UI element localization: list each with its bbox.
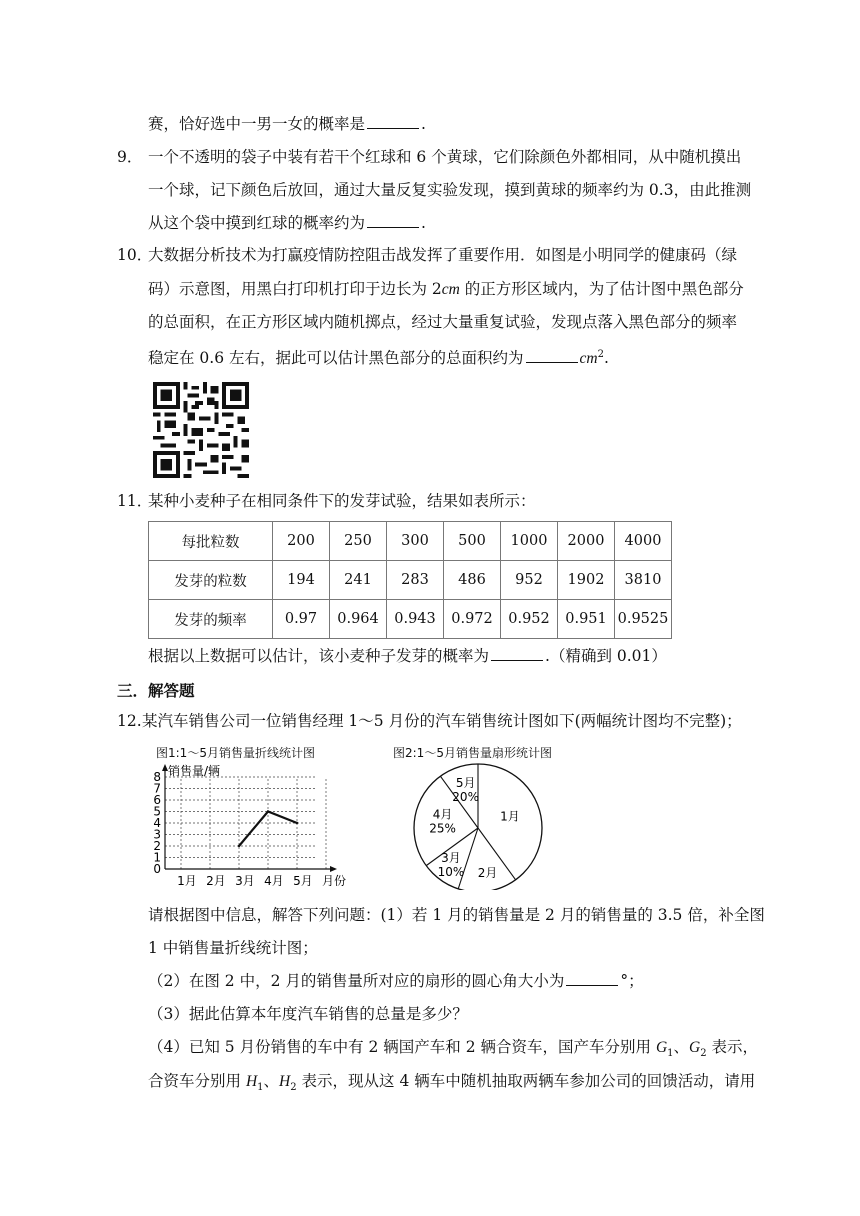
var: G: [689, 1039, 701, 1056]
answer-blank: [566, 971, 618, 986]
text: .: [603, 349, 609, 368]
line-chart-title: 图1:1～5月销售量折线统计图: [156, 746, 315, 760]
slice-label: 2月: [477, 865, 498, 880]
table-row: [149, 522, 672, 561]
pie-chart: [393, 740, 573, 890]
table-cell: 200: [273, 522, 330, 561]
question-12-part-5: [148, 1071, 755, 1098]
table-cell: 241: [330, 561, 387, 600]
text: 赛，恰好选中一男一女的概率是: [148, 115, 366, 133]
question-10-line-2: [148, 279, 744, 300]
table-cell: 283: [387, 561, 444, 600]
question-11-number: 11．: [117, 492, 153, 510]
x-tick-label: 1月: [177, 874, 197, 888]
answer-blank: [367, 114, 419, 129]
table-cell: 4000: [615, 522, 672, 561]
question-12-part-3: （3）据此估算本年度汽车销售的总量是多少？: [148, 1005, 468, 1023]
table-row: [149, 561, 672, 600]
table-cell: 500: [444, 522, 501, 561]
y-tick-label: 7: [153, 781, 161, 796]
slice-value-label: 10%: [437, 865, 465, 880]
y-tick-label: 1: [153, 850, 161, 865]
line-chart: [146, 740, 356, 890]
slice-value-label: 25%: [429, 821, 456, 836]
table-cell: 0.964: [330, 600, 387, 639]
table-cell: 3810: [615, 561, 672, 600]
x-tick-label: 5月: [293, 874, 313, 888]
question-12-part-2: [148, 971, 644, 991]
var: H: [279, 1073, 291, 1090]
question-12-number: 12.: [117, 712, 142, 730]
y-axis-label: 销售量/辆: [168, 764, 221, 778]
text: 根据以上数据可以估计，该小麦种子发芽的概率为: [148, 647, 490, 665]
question-10-line-1: 大数据分析技术为打赢疫情防控阻击战发挥了重要作用．如图是小明同学的健康码（绿: [148, 246, 738, 264]
slice-label: 4月: [432, 807, 453, 822]
text: 合资车分别用: [148, 1072, 246, 1090]
x-axis-arrow: [330, 866, 337, 872]
question-10-line-4: [148, 345, 609, 369]
var: G: [655, 1039, 668, 1056]
table-cell: 250: [330, 522, 387, 561]
y-tick-label: 2: [153, 839, 161, 853]
answer-blank: [491, 646, 543, 661]
answer-blank: [526, 348, 578, 363]
unit-exponent: 2: [597, 349, 604, 360]
table-header-cell: 发芽的粒数: [149, 561, 273, 600]
question-11-line-1: 某种小麦种子在相同条件下的发芽试验，结果如表所示：: [148, 492, 536, 510]
table-cell: 0.9525: [615, 600, 672, 639]
slice-label: 3月: [441, 851, 461, 866]
table-header-cell: 每批粒数: [149, 522, 273, 561]
text: （2）在图 2 中，2 月的销售量所对应的扇形的圆心角大小为: [148, 972, 565, 990]
table-cell: 1902: [558, 561, 615, 600]
question-12-part-1b: 1 中销售量折线统计图；: [148, 939, 318, 957]
text: .（精确到 0.01）: [545, 647, 667, 665]
section-heading: 三．解答题: [117, 682, 195, 700]
y-tick-label: 8: [153, 770, 161, 784]
table-row: [149, 600, 672, 639]
y-tick-label: 5: [153, 804, 161, 819]
question-12-line-1: 某汽车销售公司一位销售经理 1～5 月份的汽车销售统计图如下(两幅统计图均不完整)；: [142, 712, 742, 730]
table-cell: 0.952: [501, 600, 558, 639]
question-11-after-table: [148, 646, 667, 666]
table-header-cell: 发芽的频率: [149, 600, 273, 639]
table-cell: 0.97: [273, 600, 330, 639]
subscript: 1: [257, 1082, 264, 1094]
unit: cm: [441, 281, 460, 298]
germination-table: [148, 521, 672, 639]
slice-label: 5月: [455, 775, 476, 790]
question-10-line-3: 的总面积，在正方形区域内随机掷点，经过大量重复试验，发现点落入黑色部分的频率: [148, 313, 738, 331]
question-9-line-2: 一个球，记下颜色后放回，通过大量反复实验发现，摸到黄球的频率约为 0.3，由此推测: [148, 181, 752, 199]
x-tick-label: 3月: [235, 874, 255, 888]
text: 的正方形区域内，为了估计图中黑色部分: [459, 280, 744, 298]
text: 、: [263, 1072, 280, 1090]
data-point: [267, 810, 269, 812]
unit: cm: [579, 350, 598, 368]
slice-value-label: 20%: [452, 789, 479, 804]
y-tick-label: 0: [153, 862, 161, 876]
table-cell: 2000: [558, 522, 615, 561]
text: .: [421, 214, 426, 232]
table-cell: 952: [501, 561, 558, 600]
question-9-line-3: [148, 213, 426, 233]
var: H: [245, 1073, 258, 1090]
table-cell: 0.943: [387, 600, 444, 639]
qr-code-image: [153, 382, 249, 478]
text: .: [421, 115, 426, 133]
x-axis-label: 月份: [321, 874, 347, 888]
question-12-part-1a: 请根据图中信息，解答下列问题：(1）若 1 月的销售量是 2 月的销售量的 3.5 倍，补全图: [148, 906, 765, 924]
text: 表示，现从这 4 辆车中随机抽取两辆车参加公司的回馈活动，请用: [296, 1072, 756, 1090]
question-9-line-1: 一个不透明的袋子中装有若干个红球和 6 个黄球，它们除颜色外都相同，从中随机摸出: [148, 148, 742, 166]
pie-chart-title: 图2:1～5月销售量扇形统计图: [393, 746, 552, 760]
subscript: 2: [290, 1082, 297, 1094]
slice-label: 1月: [500, 809, 520, 824]
table-cell: 194: [273, 561, 330, 600]
pie-chart-svg: [393, 740, 573, 890]
table-cell: 0.951: [558, 600, 615, 639]
text: 表示，: [706, 1038, 759, 1056]
text: 、: [673, 1038, 690, 1056]
x-tick-label: 2月: [206, 874, 226, 888]
y-tick-label: 6: [153, 793, 161, 807]
table-cell: 300: [387, 522, 444, 561]
question-10-number: 10．: [117, 246, 153, 264]
y-tick-label: 4: [153, 816, 161, 830]
question-9-number: 9．: [117, 148, 143, 166]
question-12-part-4: [148, 1037, 758, 1064]
y-tick-label: 3: [153, 827, 161, 842]
data-point: [238, 845, 240, 847]
x-tick-label: 4月: [264, 874, 284, 888]
table-cell: 1000: [501, 522, 558, 561]
subscript: 2: [700, 1048, 707, 1060]
table-cell: 486: [444, 561, 501, 600]
table-cell: 0.972: [444, 600, 501, 639]
text: 稳定在 0.6 左右，据此可以估计黑色部分的总面积约为: [148, 349, 524, 368]
question-8-continuation: [148, 114, 426, 134]
data-point: [296, 822, 298, 824]
answer-blank: [367, 213, 419, 228]
subscript: 1: [667, 1048, 674, 1060]
text: 码）示意图，用黑白打印机打印于边长为 2: [148, 280, 442, 298]
line-chart-svg: [146, 740, 356, 890]
text: （4）已知 5 月份销售的车中有 2 辆国产车和 2 辆合资车，国产车分别用: [148, 1038, 656, 1056]
text: 从这个袋中摸到红球的概率约为: [148, 214, 366, 232]
text: °；: [620, 972, 644, 990]
